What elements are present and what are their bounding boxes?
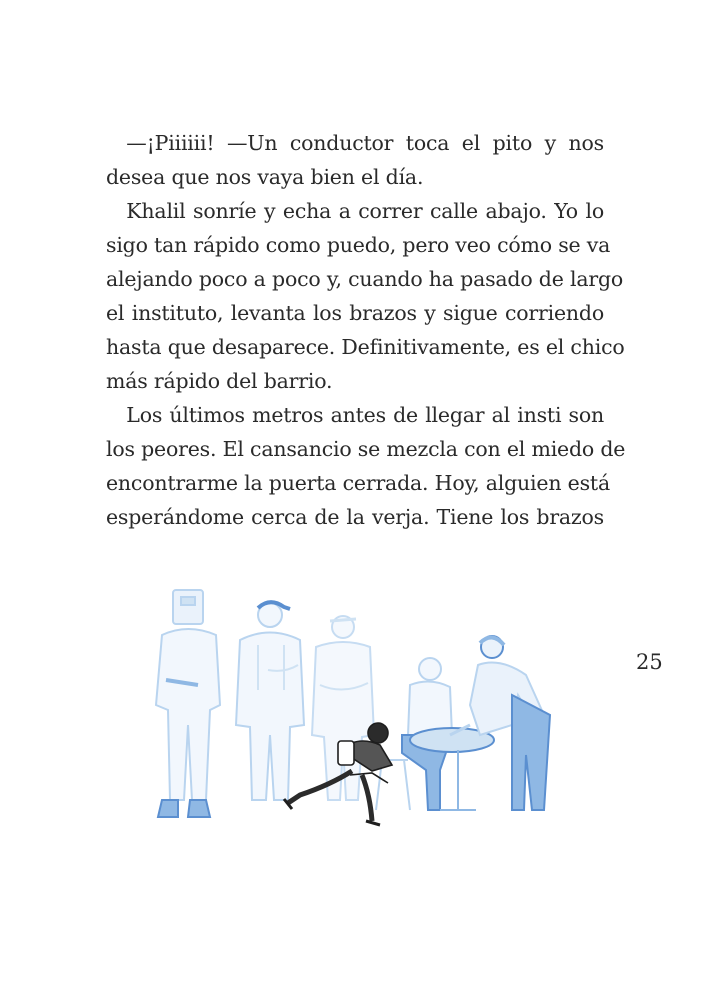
text-line: encontrarme la puerta cerrada. Hoy, alguien está	[106, 471, 610, 495]
text-line: —¡Piiiiii! —Un conductor toca el pito y nos	[106, 131, 604, 155]
text-line: el instituto, levanta los brazos y sigue corriendo	[106, 301, 604, 325]
text-line: sigo tan rápido como puedo, pero veo cómo se va	[106, 233, 611, 257]
text-line: los peores. El cansancio se mezcla con el miedo de	[106, 437, 626, 461]
figure-masked-worker	[156, 590, 220, 817]
text-line: Khalil sonríe y echa a correr calle abajo. Yo lo	[106, 199, 604, 223]
text-line: hasta que desaparece. Definitivamente, es el chico	[106, 335, 625, 359]
figure-man-with-cap	[236, 602, 304, 800]
text-line: desea que nos vaya bien el día.	[106, 165, 424, 189]
illustration-people-at-gate	[140, 585, 570, 835]
text-line: esperándome cerca de la verja. Tiene los brazos	[106, 505, 604, 529]
text-line: más rápido del barrio.	[106, 369, 333, 393]
figure-woman-in-overalls	[450, 636, 550, 810]
page-number: 25	[636, 650, 663, 674]
text-line: Los últimos metros antes de llegar al insti son	[106, 403, 604, 427]
round-table	[410, 728, 494, 810]
text-line: alejando poco a poco y, cuando ha pasado de largo	[106, 267, 624, 291]
figure-arms-crossed	[312, 616, 374, 800]
body-text	[106, 126, 626, 534]
